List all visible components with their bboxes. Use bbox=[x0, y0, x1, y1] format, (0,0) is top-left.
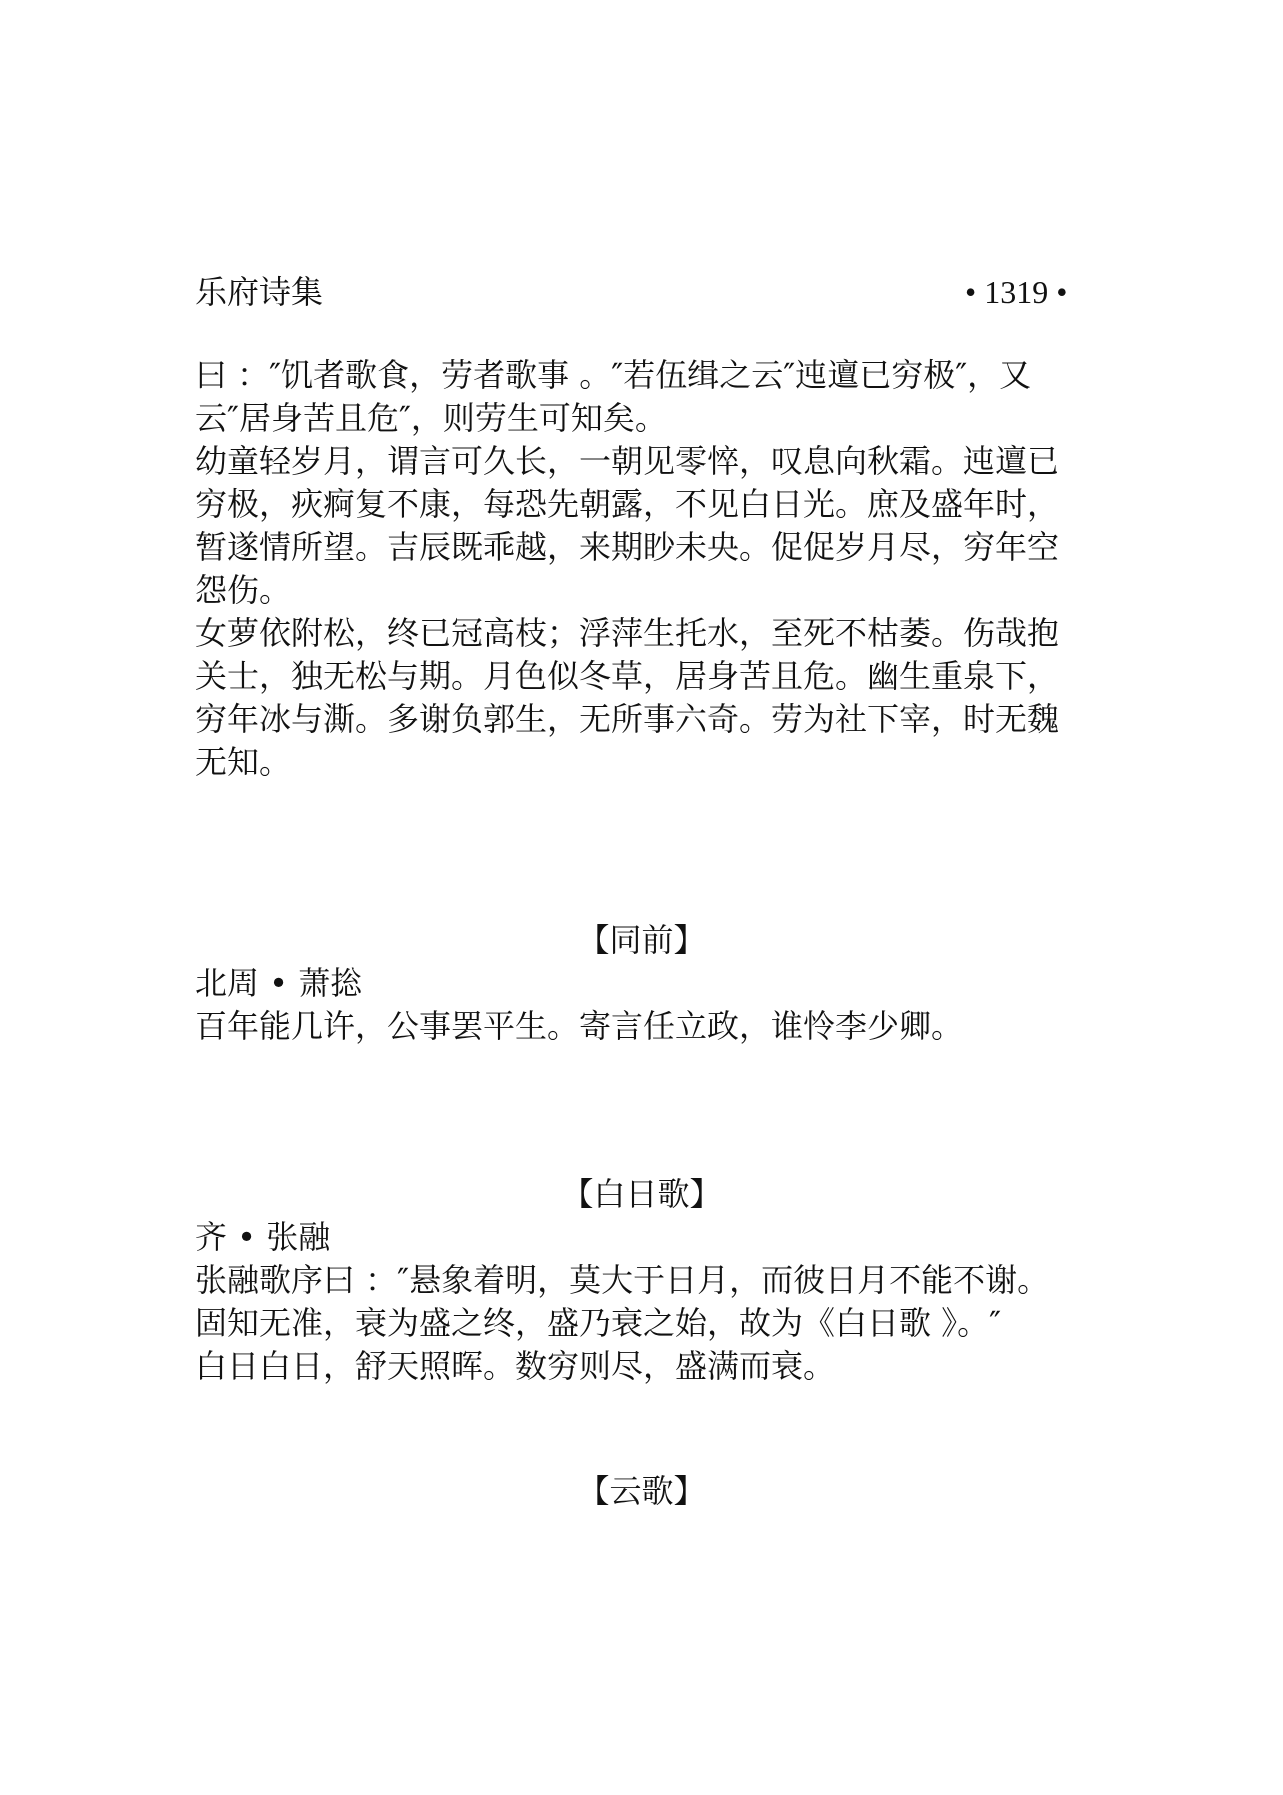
text-line: 穷年冰与澌。多谢负郭生，无所事六奇。劳为社下宰，时无魏 bbox=[195, 700, 1060, 738]
text-line: 百年能几许，公事罢平生。寄言任立政，谁怜李少卿。 bbox=[195, 1007, 964, 1045]
author-line: 北周 • 萧捴 bbox=[195, 964, 363, 1002]
author-line: 齐 • 张融 bbox=[195, 1218, 331, 1256]
text-line: 怨伤。 bbox=[195, 571, 292, 609]
text-line: 固知无准，衰为盛之终，盛乃衰之始，故为《白日歌 》。″ bbox=[195, 1304, 1002, 1342]
text-line: 张融歌序曰 ：″悬象着明，莫大于日月，而彼日月不能不谢。 bbox=[195, 1261, 1050, 1299]
text-line: 幼童轻岁月，谓言可久长，一朝见零悴，叹息向秋霜。迍邅已 bbox=[195, 442, 1060, 480]
section-heading-tongqian: 【同前】 bbox=[577, 921, 706, 959]
text-line: 无知。 bbox=[195, 743, 292, 781]
text-line: 白日白日，舒天照晖。数穷则尽，盛满而衰。 bbox=[195, 1347, 836, 1385]
text-line: 穷极，疢痾复不康，每恐先朝露，不见白日光。庶及盛年时， bbox=[195, 485, 1060, 523]
text-line: 女萝依附松，终已冠高枝；浮萍生托水，至死不枯萎。伤哉抱 bbox=[195, 614, 1060, 652]
text-line: 云″居身苦且危″，则劳生可知矣。 bbox=[195, 399, 667, 437]
text-line: 关士，独无松与期。月色似冬草，居身苦且危。幽生重泉下， bbox=[195, 657, 1060, 695]
text-line: 曰 ：″饥者歌食，劳者歌事 。″若伍缉之云″迍邅已穷极″，又 bbox=[195, 356, 1032, 394]
section-heading-bairige: 【白日歌】 bbox=[561, 1175, 722, 1213]
text-line: 暂遂情所望。吉辰既乖越，来期眇未央。促促岁月尽，穷年空 bbox=[195, 528, 1060, 566]
book-title: 乐府诗集 bbox=[195, 273, 324, 311]
page-number: • 1319 • bbox=[965, 274, 1068, 310]
section-heading-yunge: 【云歌】 bbox=[577, 1472, 706, 1510]
